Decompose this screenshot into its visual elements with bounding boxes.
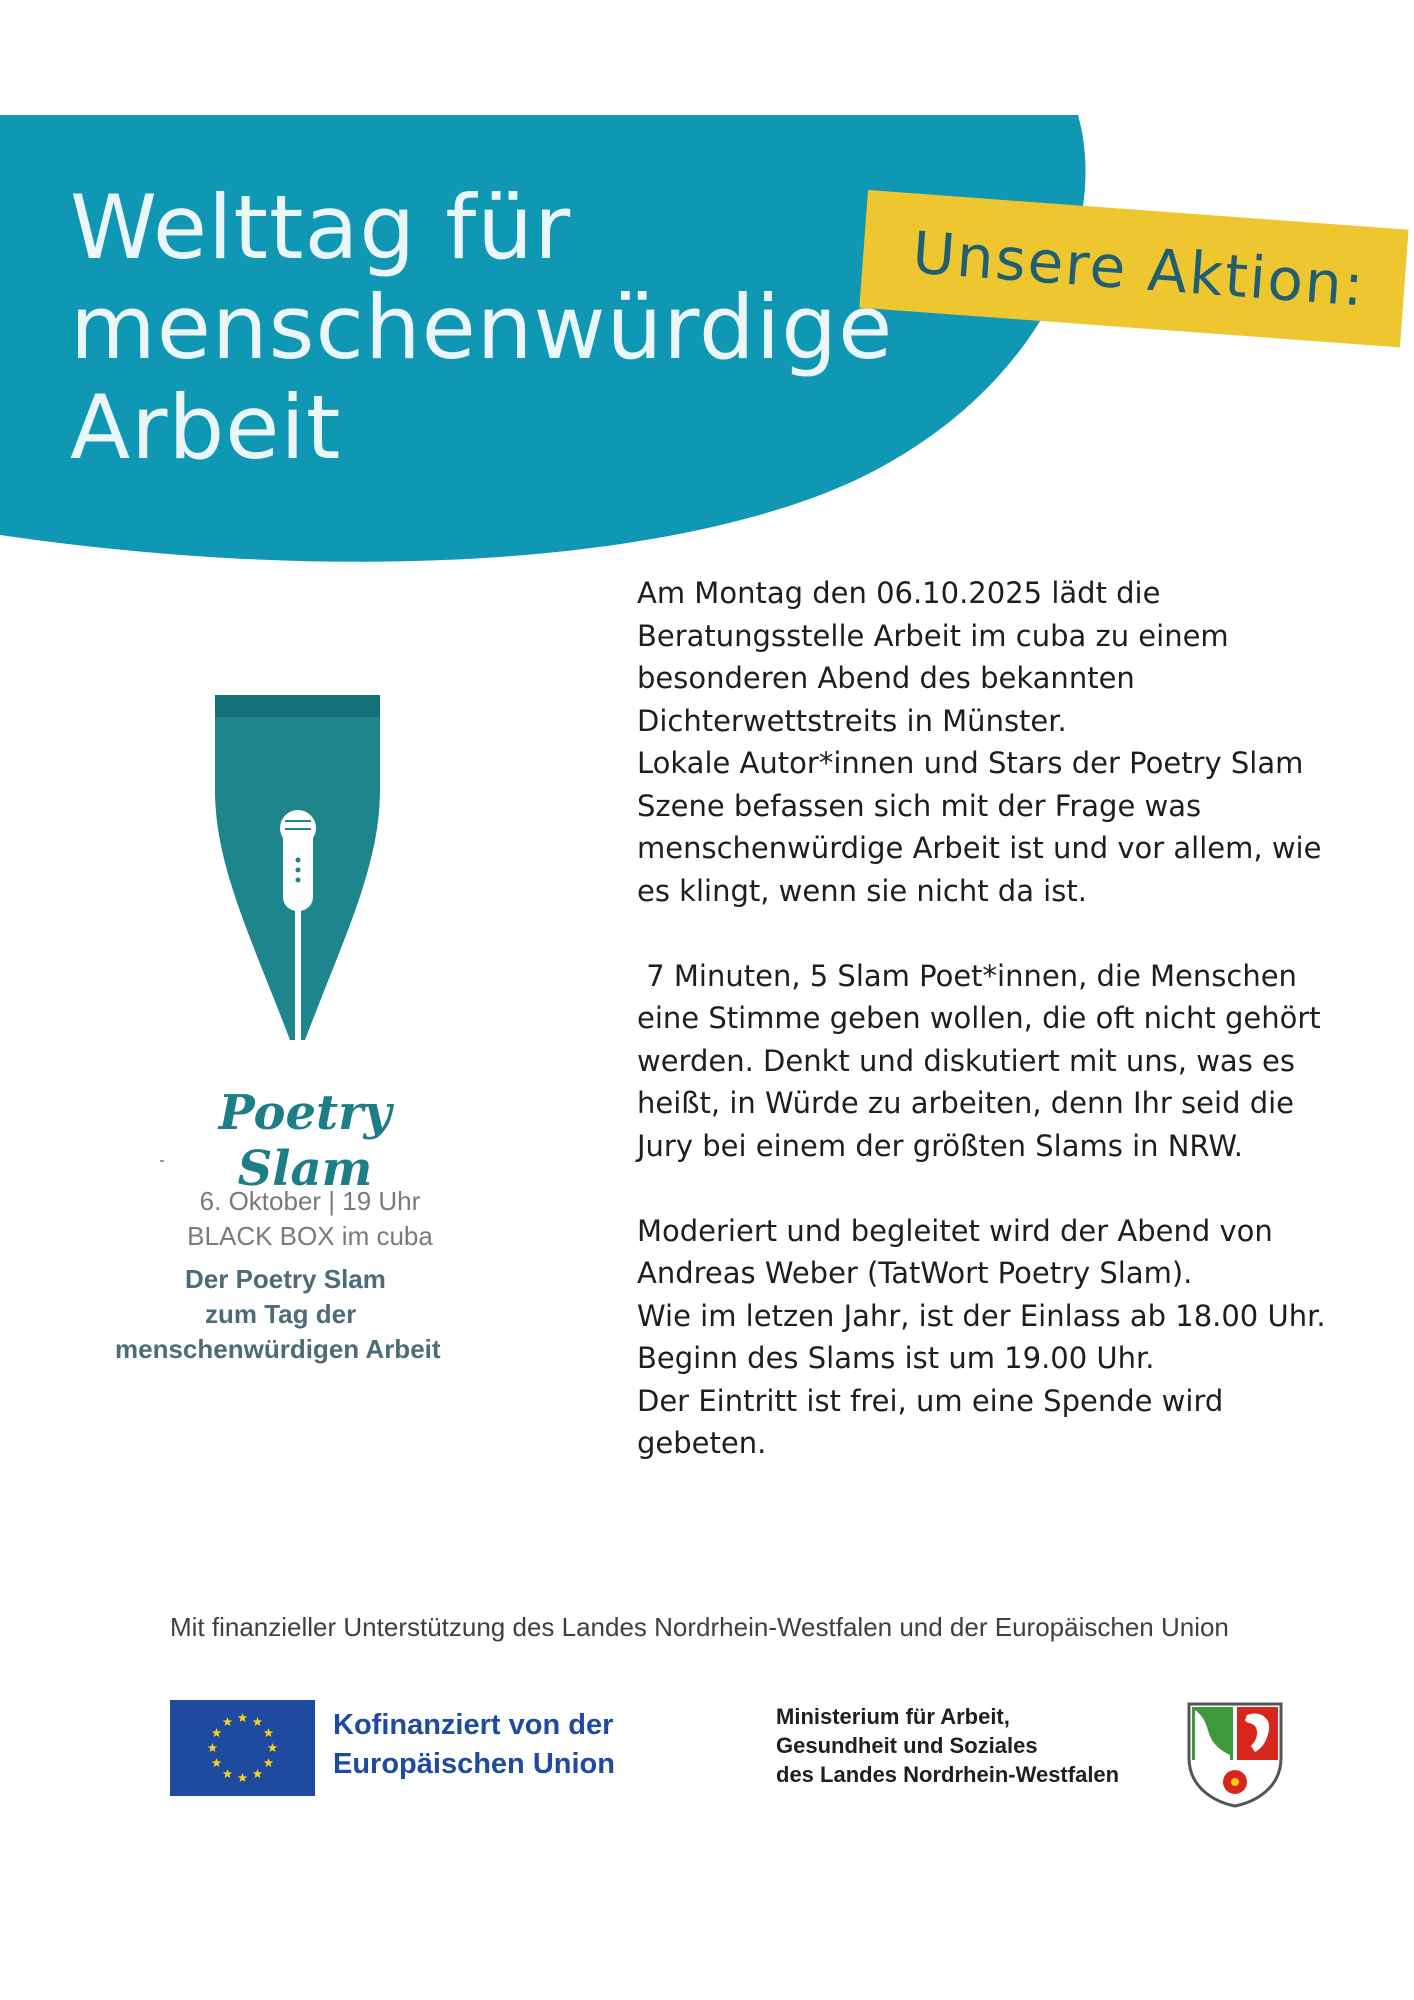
text-line: gebeten. [637, 1426, 767, 1460]
page-title [70, 178, 893, 478]
event-subtitle-line: Der Poetry Slam [185, 1264, 386, 1294]
text-line: Lokale Autor*innen und Stars der Poetry Slam [637, 746, 1304, 780]
action-banner-label: Unsere Aktion: [910, 218, 1368, 320]
event-subtitle-line: zum Tag der [205, 1299, 357, 1329]
poetry-slam-title: Poetry Slam [218, 1085, 392, 1197]
ministry-line: Ministerium für Arbeit, [776, 1704, 1010, 1729]
text-line: Beratungsstelle Arbeit im cuba zu einem [637, 618, 1229, 653]
ministry-line: des Landes Nordrhein-Westfalen [776, 1762, 1120, 1787]
paragraph-details [637, 1210, 1357, 1465]
ministry-label [776, 1702, 1119, 1789]
event-date: 6. Oktober | 19 Uhr [199, 1186, 421, 1216]
event-venue: BLACK BOX im cuba [187, 1221, 433, 1251]
title-line-2: menschenwürdige [70, 276, 894, 379]
event-subtitle-line: menschenwürdigen Arbeit [115, 1334, 441, 1364]
text-line: Moderiert und begleitet wird der Abend von [637, 1213, 1273, 1248]
text-line: werden. Denkt und diskutiert mit uns, was es [637, 1043, 1295, 1078]
text-line: Am Montag den 06.10.2025 lädt die [637, 576, 1161, 610]
funding-note: Mit finanzieller Unterstützung des Landes Nordrhein-Westfalen und der Europäischen Union [170, 1612, 1229, 1642]
paragraph-intro [637, 572, 1357, 912]
text-line: Beginn des Slams ist um 19.00 Uhr. [637, 1341, 1155, 1375]
event-subtitle [90, 1262, 510, 1367]
eu-cofunding-label [333, 1706, 615, 1784]
text-line: eine Stimme geben wollen, die oft nicht gehört [637, 1001, 1321, 1035]
eu-line: Europäischen Union [333, 1748, 615, 1780]
text-line: Andreas Weber (TatWort Poetry Slam). [637, 1256, 1193, 1290]
divider [160, 1160, 164, 1162]
pen-microphone-icon [205, 695, 390, 1055]
title-line-1: Welttag für [70, 176, 572, 279]
text-line: menschenwürdige Arbeit ist und vor allem, wie [637, 831, 1322, 865]
text-line: Szene befassen sich mit der Frage was [637, 788, 1202, 823]
article-body [637, 572, 1357, 1465]
text-line: Wie im letzen Jahr, ist der Einlass ab 18.00 Uhr. [637, 1298, 1326, 1333]
text-line: besonderen Abend des bekannten [637, 661, 1135, 695]
text-line: es klingt, wenn sie nicht da ist. [637, 873, 1087, 908]
text-line: Der Eintritt ist frei, um eine Spende wird [637, 1383, 1224, 1418]
eu-flag-icon [170, 1700, 315, 1796]
nrw-crest-icon [1185, 1700, 1285, 1808]
ministry-line: Gesundheit und Soziales [776, 1733, 1038, 1758]
paragraph-format [637, 955, 1357, 1168]
text-line: Dichterwettstreits in Münster. [637, 703, 1067, 738]
text-line: 7 Minuten, 5 Slam Poet*innen, die Menschen [637, 958, 1297, 993]
title-line-3: Arbeit [70, 376, 342, 479]
eu-line: Kofinanziert von der [333, 1709, 614, 1741]
text-line: heißt, in Würde zu arbeiten, denn Ihr seid die [637, 1086, 1295, 1120]
text-line: Jury bei einem der größten Slams in NRW. [637, 1128, 1243, 1163]
